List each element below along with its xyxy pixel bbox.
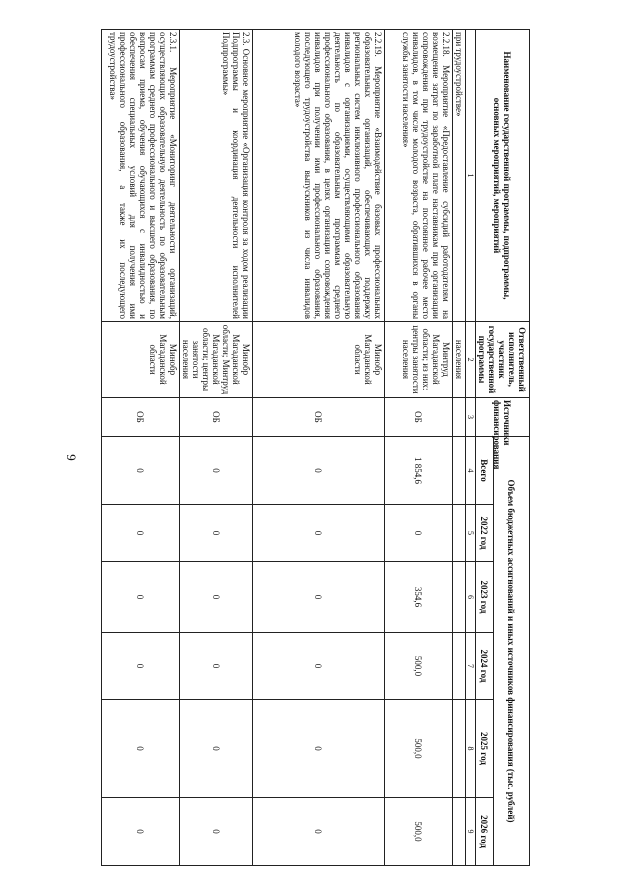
row-value: 0 (385, 505, 453, 562)
header-source: Источники финансирования (476, 398, 530, 437)
row-value (453, 700, 466, 798)
header-year: 2026 год (476, 798, 494, 866)
row-value: 0 (180, 505, 253, 562)
row-value: 0 (102, 437, 180, 505)
rotated-table-area (108, 29, 530, 865)
row-value (453, 437, 466, 505)
row-value (453, 633, 466, 700)
row-name: 2.2.18. Мероприятие «Предоставление субсидий работодателям на возмещение затрат по заработной плате наставникам при организации сопровождения при трудоустройстве на постоянное рабочее место инвалидов, в том числе молодого возраста, обратившихся в органы службы занятости населения» (385, 30, 453, 322)
header-name: Наименование государственной программы, подпрограммы, основных мероприятий, мероприятий (476, 30, 530, 322)
row-value: 0 (180, 562, 253, 633)
row-value: 1 854,6 (385, 437, 453, 505)
row-executor: населения (453, 322, 466, 398)
row-value: 0 (253, 700, 385, 798)
column-number: 7 (466, 633, 476, 700)
row-name: 2.3. Основное мероприятие «Организация контроля за ходом реализации Подпрограммы и координация деятельности исполнителей Подпрограммы» (180, 30, 253, 322)
row-value: 0 (253, 562, 385, 633)
row-value: 0 (253, 633, 385, 700)
row-value: 500,0 (385, 633, 453, 700)
row-source: ОБ (385, 398, 453, 437)
row-value: 0 (253, 437, 385, 505)
header-financing-group: Объем бюджетных ассигнований и иных источников финансирования (тыс. рублей) (494, 437, 530, 866)
column-number: 4 (466, 437, 476, 505)
row-value: 0 (102, 562, 180, 633)
row-value: 0 (180, 437, 253, 505)
header-year: 2022 год (476, 505, 494, 562)
row-value (453, 562, 466, 633)
row-source: ОБ (253, 398, 385, 437)
row-value: 0 (102, 633, 180, 700)
row-source: ОБ (102, 398, 180, 437)
row-name: 2.2.19. Мероприятие «Взаимодействие базовых профессиональных образовательных организаций, обеспечивающих поддержку региональных систем инклюзивного профессионального образования инвалидов с организациями, осуществляющими образовательную деятельность по образовательным программам среднего профессионального образования, в целях организации сопровождения инвалидов при получении ими профессионального образования, последующего трудоустройства выпускников из числа инвалидов молодого возраста» (253, 30, 385, 322)
row-executor: Минобр Магаданской области; Минтруд Магаданской области; центры занятости населения (180, 322, 253, 398)
table-row (253, 30, 385, 866)
column-number: 2 (466, 322, 476, 398)
header-year: 2024 год (476, 633, 494, 700)
row-executor: Минобр Магаданской области (253, 322, 385, 398)
row-value: 500,0 (385, 700, 453, 798)
table-row (102, 30, 180, 866)
row-value: 0 (253, 798, 385, 866)
table-rotation-wrapper (108, 29, 530, 865)
row-source: ОБ (180, 398, 253, 437)
column-number: 9 (466, 798, 476, 866)
row-value: 0 (180, 633, 253, 700)
row-value: 0 (102, 505, 180, 562)
row-name: при трудоустройстве» (453, 30, 466, 322)
row-source (453, 398, 466, 437)
row-executor: Минтруд Магаданской области; из них: центры занятости населения (385, 322, 453, 398)
row-value (453, 505, 466, 562)
table-row (180, 30, 253, 866)
column-numbers-row (466, 30, 476, 866)
row-value: 354,6 (385, 562, 453, 633)
row-value (453, 798, 466, 866)
header-year: 2025 год (476, 700, 494, 798)
row-value: 0 (253, 505, 385, 562)
row-value: 500,0 (385, 798, 453, 866)
column-number: 6 (466, 562, 476, 633)
header-year: 2023 год (476, 562, 494, 633)
header-year: Всего (476, 437, 494, 505)
column-number: 3 (466, 398, 476, 437)
header-executor: Ответственный исполнитель, участник государственной программы (476, 322, 530, 398)
column-number: 1 (466, 30, 476, 322)
table-row (453, 30, 466, 866)
financing-table (101, 29, 530, 866)
row-value: 0 (102, 798, 180, 866)
row-executor: Минобр Магаданской области (102, 322, 180, 398)
row-value: 0 (102, 700, 180, 798)
header-row (494, 30, 530, 866)
column-number: 5 (466, 505, 476, 562)
column-number: 8 (466, 700, 476, 798)
row-value: 0 (180, 798, 253, 866)
row-value: 0 (180, 700, 253, 798)
table-row (385, 30, 453, 866)
row-name: 2.3.1. Мероприятие «Мониторинг деятельности организаций, осуществляющих образовательную деятельность по образовательным программам среднего профессионального и высшего образования, по вопросам приема, обучения обучающихся с инвалидностью и обеспечения специальных условий для получения ими профессионального образования, а также их последующего трудоустройства» (102, 30, 180, 322)
page-number: 9 (63, 454, 79, 461)
